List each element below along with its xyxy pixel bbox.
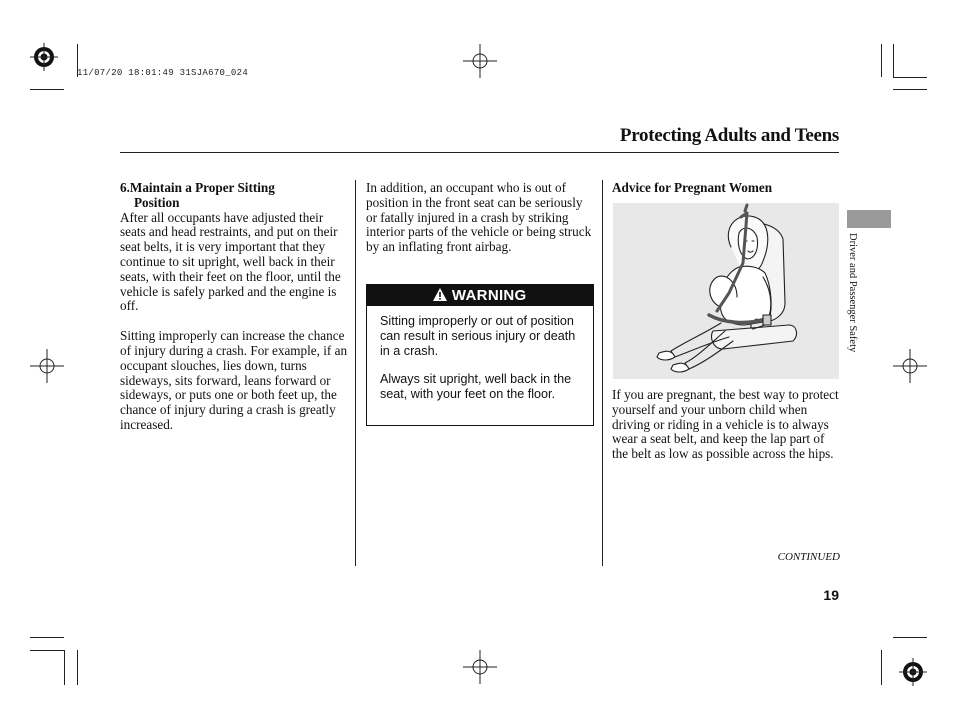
starburst-bottom-right-icon — [899, 658, 927, 686]
crosshair-bottom-icon — [463, 650, 497, 684]
warning-label: WARNING — [451, 287, 527, 304]
print-timestamp: 11/07/20 18:01:49 31SJA670_024 — [77, 68, 249, 78]
column-2 — [366, 181, 596, 255]
warning-header — [367, 285, 593, 306]
header-rule — [120, 152, 839, 153]
crosshair-right-icon — [893, 349, 927, 383]
column-divider — [602, 180, 603, 566]
paragraph: If you are pregnant, the best way to protect yourself and your unborn child when driving or riding in a vehicle is to always wear a seat belt, and keep the lap part of the belt as low as possible across the hips. — [612, 387, 839, 462]
paragraph: In addition, an occupant who is out of position in the front seat can be seriously or fatally injured in a crash by striking interior parts of the vehicle or being struck by an inflating front airbag. — [366, 180, 592, 255]
warning-triangle-icon — [433, 288, 447, 301]
page-title: Protecting Adults and Teens — [619, 125, 839, 146]
warning-body — [367, 306, 593, 402]
column-1 — [120, 181, 348, 433]
section-tab-label: Driver and Passenger Safety — [847, 233, 858, 353]
starburst-top-left-icon — [30, 43, 58, 71]
pregnant-woman-seatbelt-illustration — [613, 203, 839, 379]
column-divider — [355, 180, 356, 566]
warning-box — [366, 284, 594, 426]
paragraph: After all occupants have adjusted their seats and head restraints, and put on their seat belts, it is very important that they continue to sit upright, well back in their seats, with their feet on the floor, until the vehicle is safely parked and the engine is off. — [120, 209, 341, 314]
continued-label: CONTINUED — [777, 551, 840, 563]
warning-text: Always sit upright, well back in the seat, with your feet on the floor. — [380, 372, 572, 402]
section-tab — [847, 210, 891, 228]
section-heading: Advice for Pregnant Women — [612, 180, 773, 195]
page-number: 19 — [823, 587, 839, 603]
warning-text: Sitting improperly or out of position can result in serious injury or death in a crash. — [380, 314, 576, 358]
column-3 — [612, 388, 840, 462]
paragraph: Sitting improperly can increase the chance of injury during a crash. For example, if an occupant slouches, lies down, turns sideways, sits forward, leans forward or sideways, or puts one or both feet up, the chance of injury during a crash is greatly increased. — [120, 328, 348, 432]
section-heading: 6.Maintain a Proper Sitting Position — [120, 180, 275, 210]
crosshair-top-icon — [463, 44, 497, 78]
crosshair-left-icon — [30, 349, 64, 383]
